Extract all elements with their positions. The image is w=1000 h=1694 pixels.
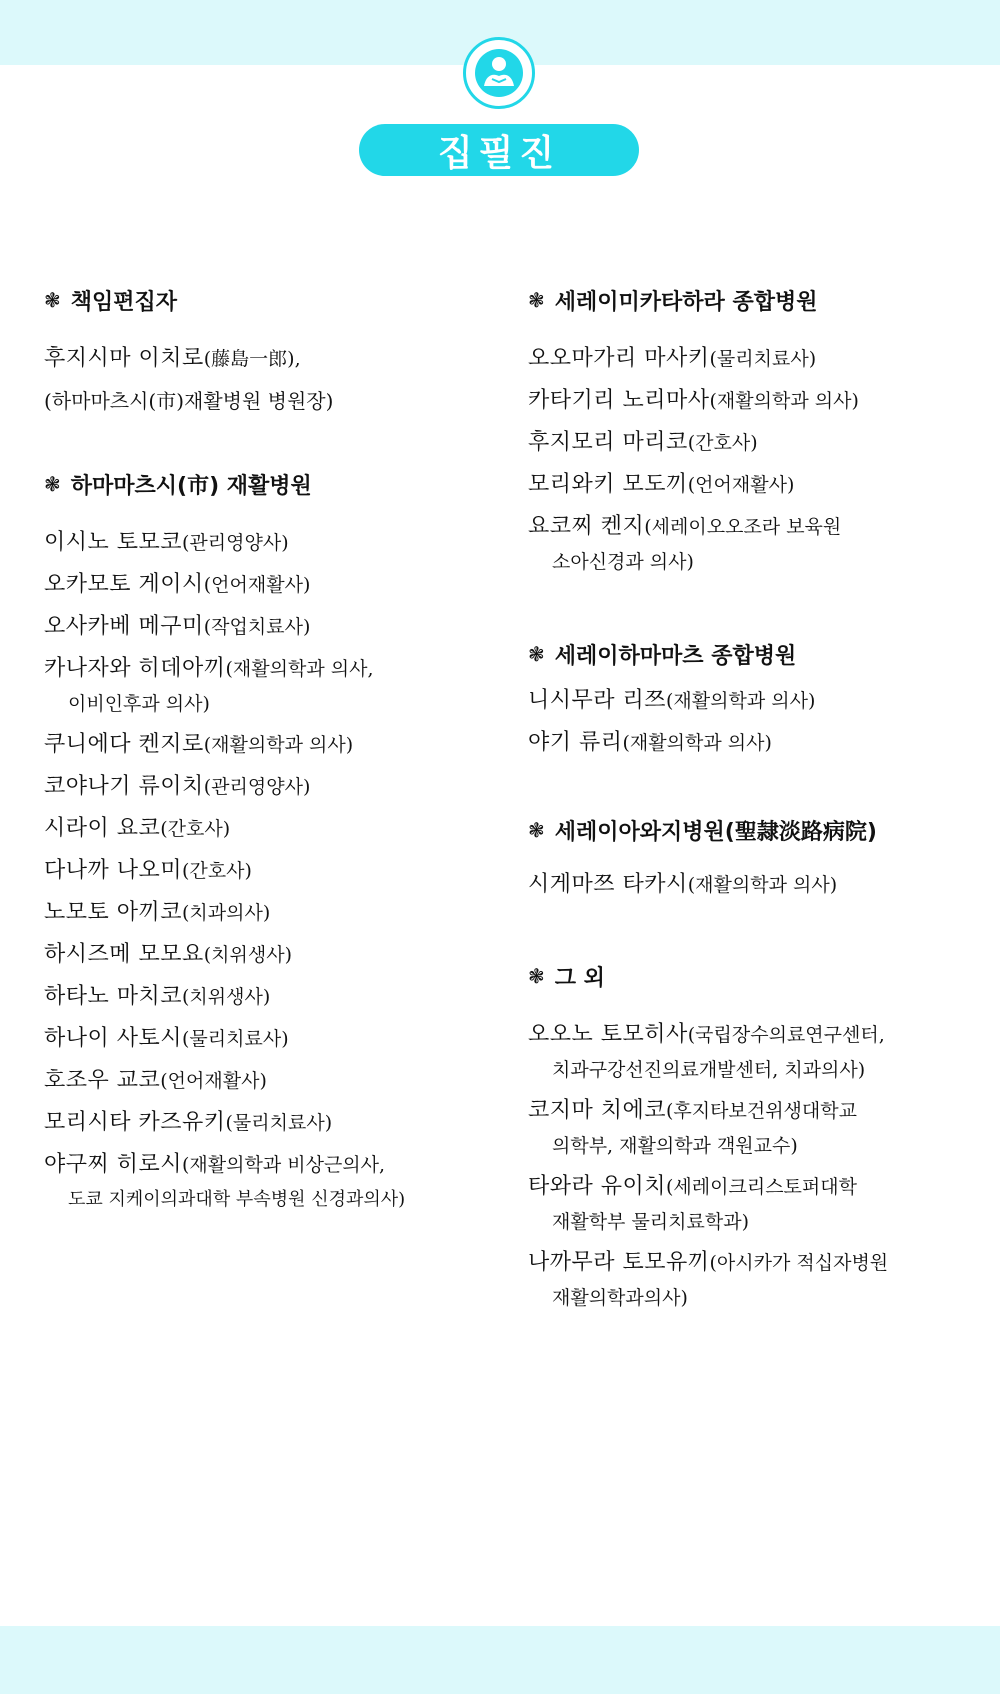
entry-name: 하시즈메 모모요 (44, 942, 204, 967)
list-item (44, 648, 484, 722)
entry-name: 코지마 치에코 (528, 1098, 667, 1123)
entry-list (44, 338, 484, 423)
entry-name: 오사카베 메구미 (44, 614, 204, 639)
entry-note: (재활의학과 비상근의사, (182, 1154, 386, 1176)
list-item (44, 934, 484, 976)
list-item (528, 506, 968, 580)
entry-name: 카타기리 노리마사 (528, 388, 710, 413)
entry-list (528, 338, 968, 580)
list-item (44, 1018, 484, 1060)
entry-name: 카나자와 히데아끼 (44, 656, 226, 681)
entry-name: 타와라 유이치 (528, 1174, 667, 1199)
entry-note: (간호사) (160, 818, 231, 840)
entry-name: 하타노 마치코 (44, 984, 183, 1009)
entry-note: (재활의학과 의사) (203, 734, 354, 756)
entry-name: 시라이 요코 (44, 816, 161, 841)
entry-name: 하나이 사토시 (44, 1026, 183, 1051)
list-item (44, 1144, 484, 1218)
flower-bullet-icon: ❃ (44, 472, 61, 496)
flower-bullet-icon: ❃ (44, 288, 61, 312)
entry-note: (관리영양사) (203, 776, 311, 798)
entry-continuation: 치과구강선진의료개발센터, 치과의사) (552, 1059, 866, 1081)
entry-note: (언어재활사) (203, 574, 311, 596)
entry-note: (언어재활사) (160, 1070, 267, 1092)
flower-bullet-icon: ❃ (528, 964, 545, 988)
page-title: 집필진 (437, 132, 561, 174)
entry-name: 야기 류리 (528, 730, 623, 755)
list-item (528, 1014, 968, 1088)
entry-name: 코야나기 류이치 (44, 774, 204, 799)
list-item (44, 892, 484, 934)
entry-name: 모리시타 카즈유키 (44, 1110, 226, 1135)
list-item (44, 522, 484, 564)
section-heading (528, 812, 968, 848)
entry-note: (재활의학과 의사) (709, 390, 859, 412)
entry-note: (재활의학과 의사) (666, 690, 816, 712)
entry-continuation: 재활의학과의사) (552, 1287, 688, 1309)
section-heading (528, 636, 968, 672)
list-item (44, 1102, 484, 1144)
entry-continuation: 소아신경과 의사) (552, 551, 694, 573)
entry-continuation: 도쿄 지케이의과대학 부속병원 신경과의사) (68, 1189, 406, 1210)
flower-bullet-icon: ❃ (528, 818, 545, 842)
entry-note: (후지타보건위생대학교 (666, 1100, 857, 1122)
list-item (44, 766, 484, 808)
section-seirei-mikatahara (528, 282, 968, 582)
list-item (528, 338, 968, 380)
list-item (528, 464, 968, 506)
entry-note: (치위생사) (203, 944, 293, 966)
entry-name: 쿠니에다 켄지로 (44, 732, 204, 757)
list-item (528, 1242, 968, 1316)
section-editor-in-chief (44, 282, 484, 423)
entry-name: 나까무라 토모유끼 (528, 1250, 710, 1275)
entry-note: (국립장수의료연구센터, (687, 1024, 885, 1046)
entry-note: (세레이크리스토퍼대학 (666, 1176, 857, 1198)
entry-continuation: 이비인후과 의사) (68, 693, 210, 715)
entry-list (528, 680, 968, 764)
entry-name: 후지모리 마리코 (528, 430, 688, 455)
entry-note: (치위생사) (182, 986, 271, 1008)
list-item (528, 1090, 968, 1164)
entry-note: (물리치료사) (182, 1028, 289, 1050)
list-item (44, 724, 484, 766)
entry-name: 야구찌 히로시 (44, 1152, 183, 1177)
entry-note: (작업치료사) (203, 616, 311, 638)
entry-note: (藤島一郎), (203, 348, 301, 370)
section-heading-text: 세레이아와지병원(聖隷淡路病院) (554, 819, 877, 845)
entry-list (528, 864, 968, 906)
entry-note: (언어재활사) (687, 474, 795, 496)
section-heading-text: 그 외 (554, 965, 605, 991)
entry-note: (치과의사) (182, 902, 271, 924)
entry-name: 오오노 토모히사 (528, 1022, 688, 1047)
entry-name: 호조우 교코 (44, 1068, 161, 1093)
section-heading (528, 958, 968, 994)
entry-continuation: 의학부, 재활의학과 객원교수) (552, 1135, 798, 1157)
list-item (528, 1166, 968, 1240)
list-item (44, 976, 484, 1018)
section-heading (528, 282, 968, 318)
list-item (44, 850, 484, 892)
list-item (528, 864, 968, 906)
list-item (528, 680, 968, 722)
entry-note: (세레이오오조라 보육원 (644, 516, 842, 538)
entry-name: 시게마쯔 타카시 (528, 872, 688, 897)
entry-name: 후지시마 이치로 (44, 346, 204, 371)
section-heading (44, 466, 484, 502)
bottom-band (0, 1626, 1000, 1694)
entry-name: 니시무라 리쯔 (528, 688, 667, 713)
entry-note: (재활의학과 의사) (687, 874, 838, 896)
entry-name: 오오마가리 마사키 (528, 346, 710, 371)
entry-note: (재활의학과 의사, (225, 658, 374, 680)
list-item (528, 722, 968, 764)
entry-list (44, 522, 484, 1218)
section-heading (44, 282, 484, 318)
entry-name: 이시노 토모코 (44, 530, 183, 555)
entry-name: 요코찌 켄지 (528, 514, 645, 539)
section-heading-text: 세레이미카타하라 종합병원 (554, 289, 818, 315)
list-item (44, 606, 484, 648)
section-seirei-hamamatsu (528, 636, 968, 764)
entry-name: 오카모토 게이시 (44, 572, 204, 597)
entry-note: (간호사) (182, 860, 252, 882)
flower-bullet-icon: ❃ (528, 642, 545, 666)
entry-continuation: 재활학부 물리치료학과) (552, 1211, 749, 1233)
section-heading-text: 세레이하마마츠 종합병원 (554, 643, 797, 669)
entry-name: 모리와키 모도끼 (528, 472, 688, 497)
section-heading-text: 하마마츠시(市) 재활병원 (70, 473, 312, 499)
list-item (44, 808, 484, 850)
flower-bullet-icon: ❃ (528, 288, 545, 312)
section-seirei-awaji (528, 812, 968, 906)
entry-note: (재활의학과 의사) (622, 732, 772, 754)
list-item (44, 1060, 484, 1102)
entry-note: (물리치료사) (709, 348, 817, 370)
entry-note: (관리영양사) (182, 532, 289, 554)
entry-name: 다나까 나오미 (44, 858, 183, 883)
list-item (44, 564, 484, 606)
entry-note: (하마마츠시(市)재활병원 병원장) (44, 389, 334, 413)
section-hamamatsu-rehab-hospital (44, 466, 484, 1220)
entry-note: (아시카가 적십자병원 (709, 1252, 889, 1274)
section-heading-text: 책임편집자 (70, 289, 178, 315)
list-item (528, 422, 968, 464)
list-item (44, 338, 484, 380)
entry-note: (물리치료사) (225, 1112, 333, 1134)
page-title-pill (359, 124, 639, 176)
entry-list (528, 1014, 968, 1316)
reader-person-icon (463, 37, 535, 109)
entry-note: (간호사) (687, 432, 758, 454)
list-item (44, 380, 484, 423)
section-others (528, 958, 968, 1318)
entry-name: 노모토 아끼코 (44, 900, 183, 925)
list-item (528, 380, 968, 422)
